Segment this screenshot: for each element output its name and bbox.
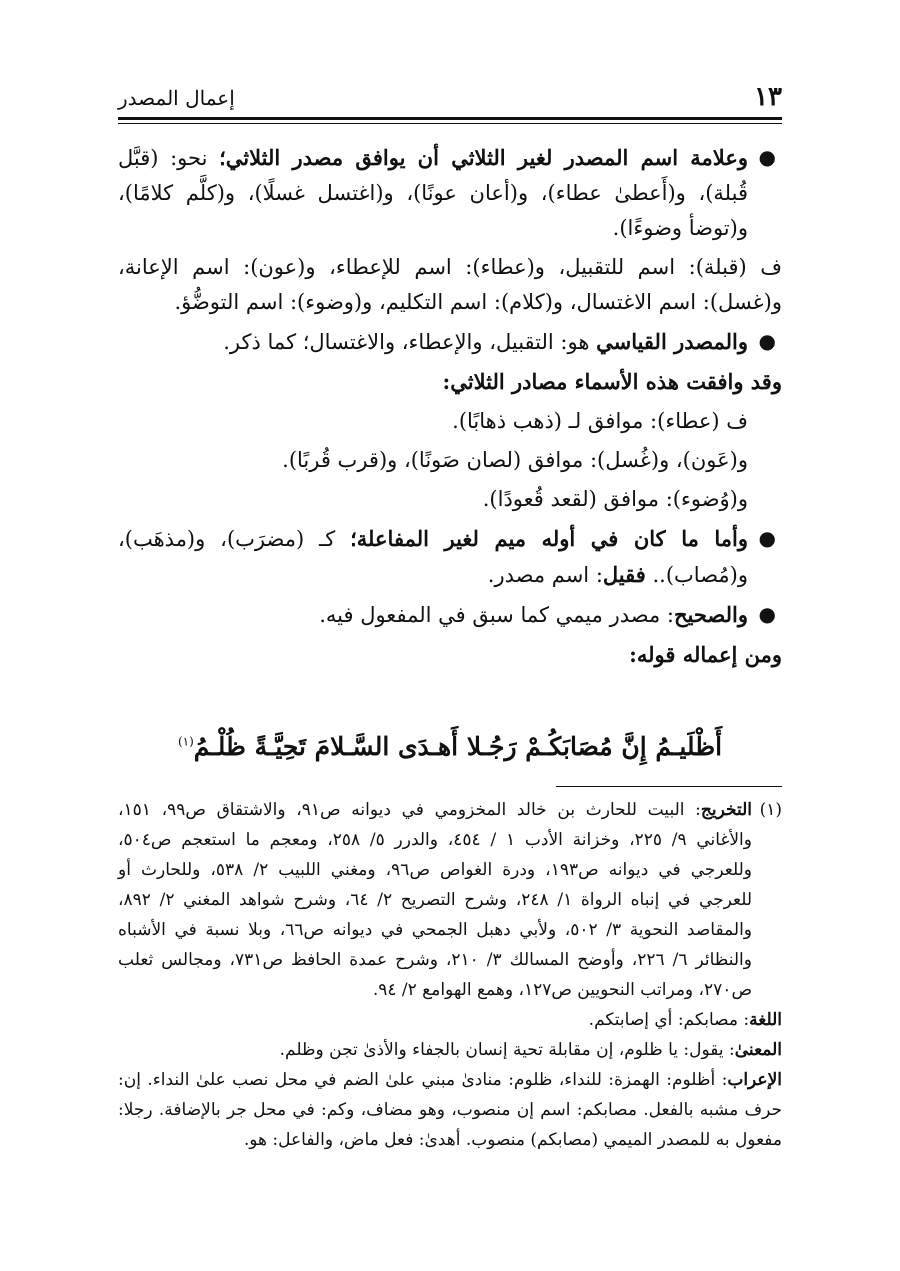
paragraph-bullet-3 xyxy=(118,521,782,593)
bold-phrase: ومن إعماله قوله: xyxy=(629,642,782,667)
footnote-reference[interactable]: (١) xyxy=(177,734,194,749)
text-span: : يقول: يا ظلوم، إن مقابلة تحية إنسان بالجفاء والأذىٰ تجن وظلم. xyxy=(279,1040,735,1060)
text-span: : البيت للحارث بن خالد المخزومي في ديوانه ص٩١، والاشتقاق ص٩٩، ١٥١، والأغاني ٩/ ٢٢٥، وخزانة الأدب ١ / ٤٥٤، والدرر ٥/ ٢٥٨، ومعجم ما استعجم ص٥٠٤، وللعرجي في ديوانه ص١٩٣، ودرة الغواص ص٩٦، ومغني اللبيب ٢/ ٥٣٨، وللحارث أو للعرجي في إنباه الرواة ١/ ٢٤٨، وشرح التصريح ٢/ ٦٤، وشرح شواهد المغني ٢/ ٨٩٢، والمقاصد النحوية ٣/ ٥٠٢، ولأبي دهبل الجمحي في ديوانه ص٦٦، وبلا نسبة في الأشباه والنظائر ٦/ ٢٢٦، وأوضح المسالك ٣/ ٢١٠، وشرح عمدة الحافظ ص٧٣١، ومجالس ثعلب ص٢٧٠، ومراتب النحويين ص١٢٧، وهمع الهوامع ٢/ ٩٤. xyxy=(118,800,753,1000)
header-rule-thin xyxy=(118,123,782,124)
text-span: : اسم مصدر. xyxy=(487,563,603,587)
paragraph: ف (قبلة): اسم للتقبيل، و(عطاء): اسم للإعطاء، و(عون): اسم الإعانة، و(غسل): اسم الاغتسال، و(كلام): اسم التكليم، و(وضوء): اسم التوضُّؤ. xyxy=(118,255,782,314)
bullet-icon: ● xyxy=(758,329,776,353)
running-title: إعمال المصدر xyxy=(118,86,235,110)
footnote-separator xyxy=(556,786,782,787)
footnote-lugha xyxy=(118,1005,782,1035)
bold-phrase: المعنىٰ xyxy=(734,1040,782,1060)
footnote-mana xyxy=(118,1035,782,1065)
text-span: كـ (مضرَب)، و(مذهَب)، و(مُصاب).. xyxy=(118,527,748,587)
paragraph-bullet-4 xyxy=(118,597,782,633)
bold-phrase: التخريج xyxy=(700,800,752,820)
footnote-1 xyxy=(118,795,782,1005)
paragraph-bold xyxy=(118,637,782,673)
paragraph-bold xyxy=(118,364,782,400)
bullet-icon: ● xyxy=(758,602,776,626)
poem-text: أَظْلَيـمُ إِنَّ مُصَابَكُـمْ رَجُـلا أَهـدَى السَّـلامَ تَحِيَّـةً ظُلْـمُ xyxy=(193,732,723,761)
main-text xyxy=(118,140,782,677)
paragraph-indent: ف (عطاء): موافق لـ (ذهب ذهابًا). xyxy=(452,409,748,433)
text-span: : أظلوم: الهمزة: للنداء، ظلوم: منادىٰ مبني علىٰ الضم في محل نصب علىٰ النداء. إن: حرف مشبه بالفعل. مصابكم: اسم إن منصوب، وهو مضاف، وكم: في محل جر بالإضافة. رجلا: مفعول به للمصدر الميمي (مصابكم) منصوب. أهدىٰ: فعل ماض، والفاعل: هو. xyxy=(118,1070,782,1150)
bold-phrase: والصحيح xyxy=(673,602,748,627)
bold-phrase: اللغة xyxy=(749,1010,782,1030)
footnotes xyxy=(118,795,782,1155)
header-rule-thick xyxy=(118,117,782,120)
bold-phrase: وعلامة اسم المصدر لغير الثلاثي أن يوافق مصدر الثلاثي؛ xyxy=(219,145,748,170)
bold-phrase: فقيل xyxy=(602,562,646,587)
paragraph-indent: و(عَون)، و(غُسل): موافق (لصان صَونًا)، و(قرب قُربًا). xyxy=(282,448,748,472)
bold-phrase: الإعراب xyxy=(727,1070,782,1090)
bullet-icon: ● xyxy=(758,145,776,169)
bold-phrase: والمصدر القياسي xyxy=(596,329,748,354)
page-number: ١٣ xyxy=(754,82,782,112)
page-header xyxy=(118,82,782,112)
bullet-icon: ● xyxy=(758,526,776,550)
text-span: هو: التقبيل، والإعطاء، والاغتسال؛ كما ذكر. xyxy=(223,330,597,354)
footnote-irab xyxy=(118,1065,782,1155)
bold-phrase: وأما ما كان في أوله ميم لغير المفاعلة؛ xyxy=(350,526,748,551)
text-span: نحو: (قبَّل قُبلة)، و(أَعطىٰ عطاء)، و(أعان عونًا)، و(اغتسل غسلًا)، و(كلَّم كلامًا)، و(توضأ وضوءًا). xyxy=(118,146,748,240)
bold-phrase: وقد وافقت هذه الأسماء مصادر الثلاثي: xyxy=(442,369,782,394)
paragraph-indent: و(وُضوء): موافق (لقعد قُعودًا). xyxy=(482,487,748,511)
paragraph-bullet-1 xyxy=(118,140,782,246)
text-span: : مصدر ميمي كما سبق في المفعول فيه. xyxy=(319,603,674,627)
text-span: : مصابكم: أي إصابتكم. xyxy=(588,1010,750,1030)
footnote-number: (١) xyxy=(759,800,782,820)
poem-verse xyxy=(118,732,782,761)
paragraph-bullet-2 xyxy=(118,324,782,360)
